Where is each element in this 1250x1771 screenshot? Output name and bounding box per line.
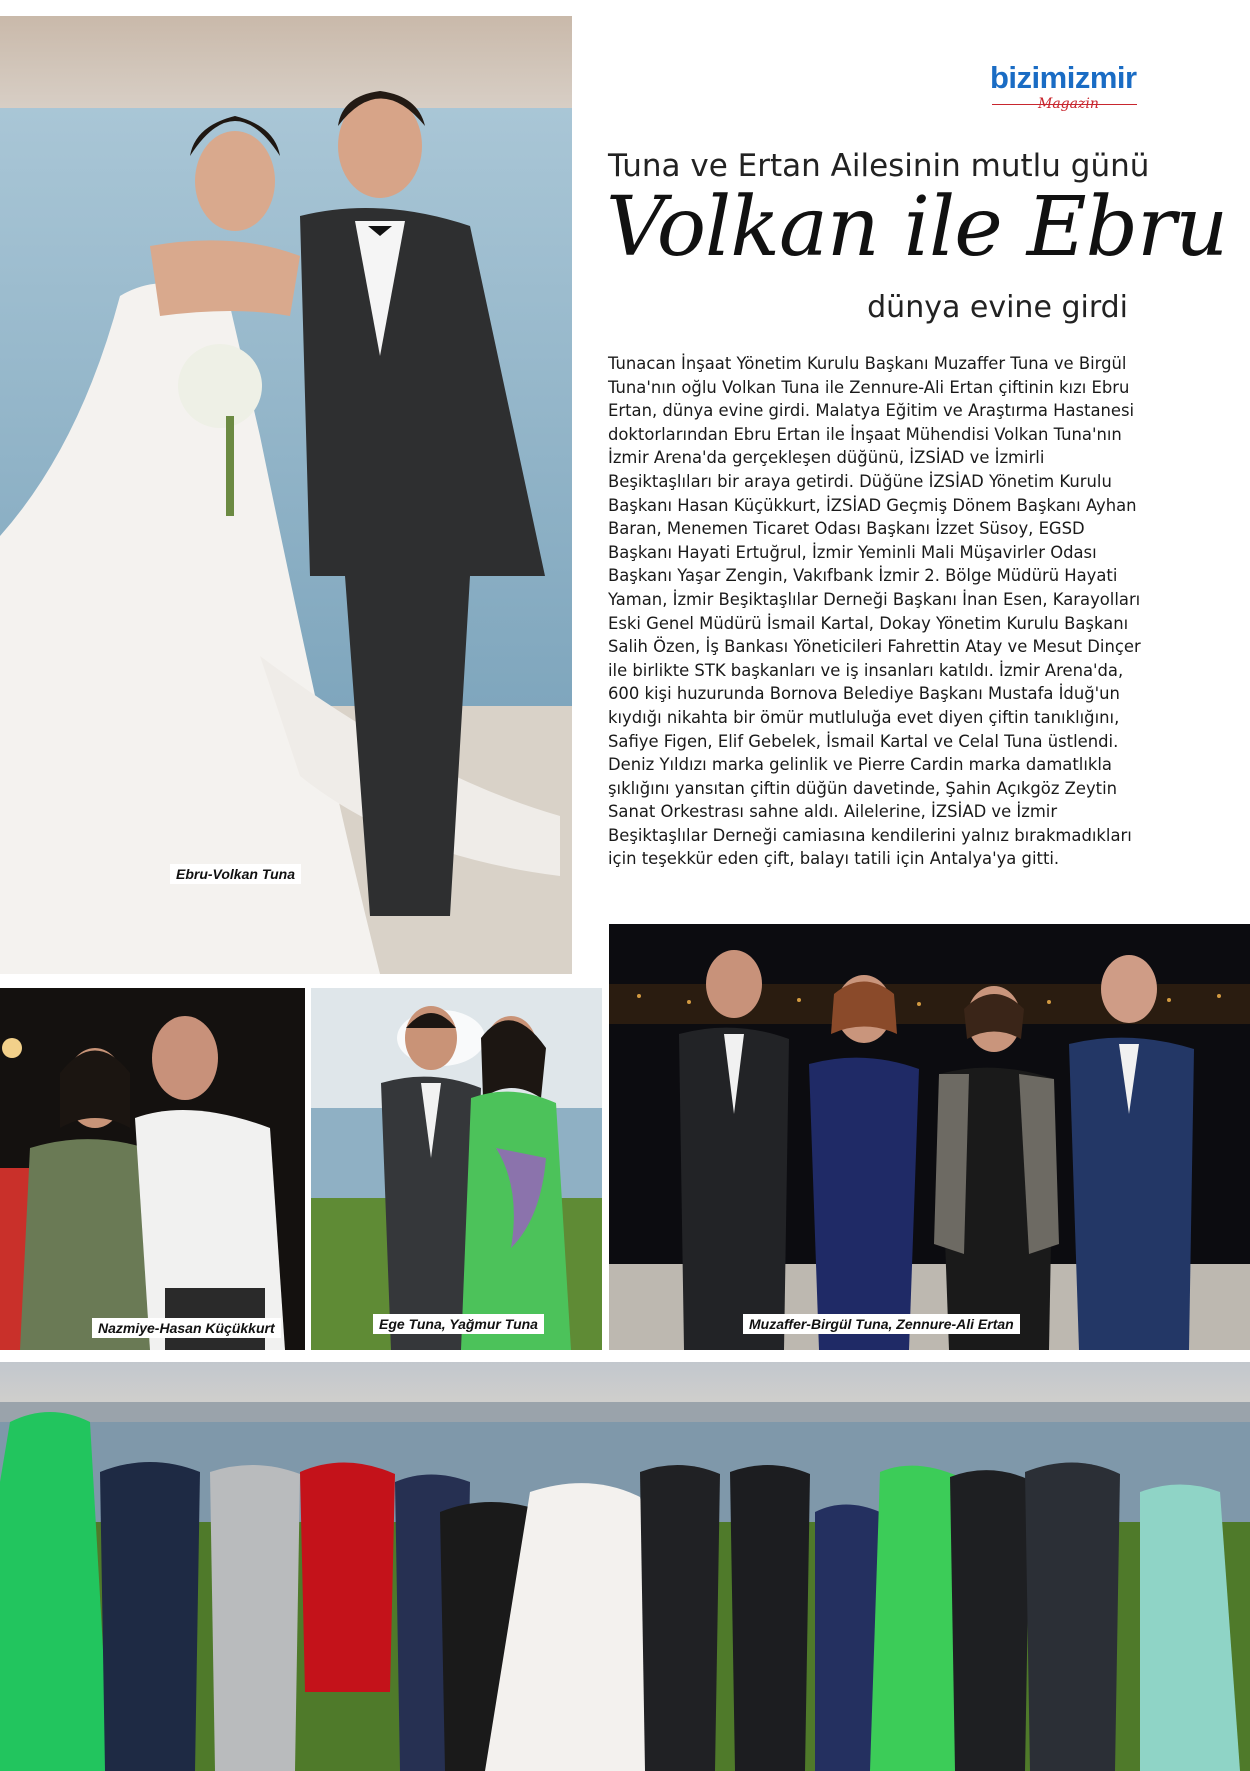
magazine-logo bbox=[990, 60, 1150, 118]
article-body: Tunacan İnşaat Yönetim Kurulu Başkanı Muzaffer Tuna ve Birgül Tuna'nın oğlu Volkan Tuna ile Zennure-Ali Ertan çiftinin kızı Ebru Ertan, dünya evine girdi. Malatya Eğitim ve Araştırma Hastanesi doktorlarından Ebru Ertan ile İnşaat Mühendisi Volkan Tuna'nın İzmir Arena'da gerçekleşen düğünü, İZSİAD ve İzmirli Beşiktaşlıları bir araya getirdi. Düğüne İZSİAD Yönetim Kurulu Başkanı Hasan Küçükkurt, İZSİAD Geçmiş Dönem Başkanı Ayhan Baran, Menemen Ticaret Odası Başkanı İzzet Süsoy, EGSD Başkanı Hayati Ertuğrul, İzmir Yeminli Mali Müşavirler Odası Başkanı Yaşar Zengin, Vakıfbank İzmir 2. Bölge Müdürü Hayati Yaman, İzmir Beşiktaşlılar Derneği Başkanı İnan Esen, Karayolları Eski Genel Müdürü İsmail Kartal, Dokay Yönetim Kurulu Başkanı Salih Özen, İş Bankası Yöneticileri Fahrettin Atay ve Mesut Dinçer ile birlikte STK başkanları ve iş insanları katıldı. İzmir Arena'da, 600 kişi huzurunda Bornova Belediye Başkanı Mustafa İduğ'un kıydığı nikahta bir ömür mutluluğa evet diyen çiftin tanıklığını, Safiye Figen, Elif Gebelek, İsmail Kartal ve Celal Tuna üstlendi. Deniz Yıldızı marka gelinlik ve Pierre Cardin marka damatlıkla şıklığını yansıtan çiftin düğün davetinde, Şahin Açıkgöz Zeytin Sanat Orkestrası sahne aldı. Ailelerine, İZSİAD ve İzmir Beşiktaşlılar Derneği camiasına kendilerini yalnız bırakmadıkları için teşekkür eden çift, balayı tatili için Antalya'ya gitti. bbox=[608, 354, 1141, 869]
article-subhead: dünya evine girdi bbox=[867, 290, 1128, 325]
logo-word-right: izmir bbox=[1066, 60, 1137, 95]
guests-photo-kucukkurt-caption: Nazmiye-Hasan Küçükkurt bbox=[92, 1318, 281, 1338]
families-photo bbox=[609, 924, 1250, 1350]
logo-wordmark bbox=[990, 60, 1137, 96]
logo-subtitle: Magazin bbox=[1038, 96, 1099, 112]
wedding-group-photo bbox=[0, 1362, 1250, 1771]
guests-photo-ege-yagmur-caption: Ege Tuna, Yağmur Tuna bbox=[373, 1314, 544, 1334]
guests-photo-kucukkurt bbox=[0, 988, 305, 1350]
families-photo-caption: Muzaffer-Birgül Tuna, Zennure-Ali Ertan bbox=[743, 1314, 1020, 1334]
couple-photo-caption: Ebru-Volkan Tuna bbox=[170, 864, 301, 884]
guests-photo-ege-yagmur bbox=[311, 988, 602, 1350]
logo-word-left: bizim bbox=[990, 60, 1067, 95]
article-headline: Volkan ile Ebru bbox=[606, 180, 1228, 275]
couple-photo bbox=[0, 16, 572, 974]
article-kicker: Tuna ve Ertan Ailesinin mutlu günü bbox=[608, 148, 1150, 184]
